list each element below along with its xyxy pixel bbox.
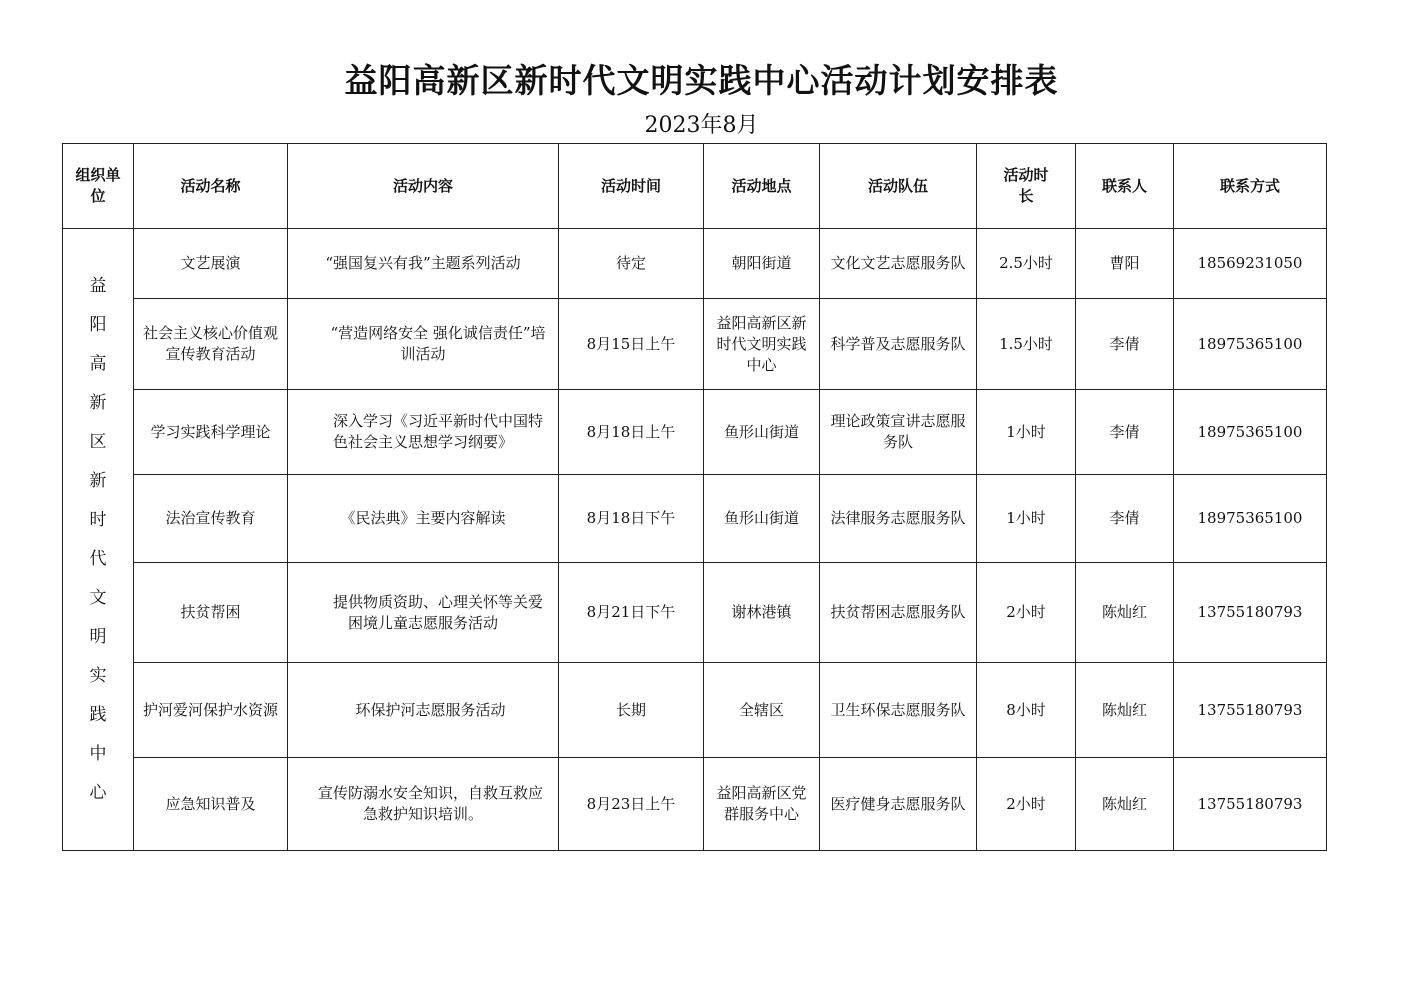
activity-name: 社会主义核心价值观宣传教育活动: [134, 299, 288, 390]
activity-duration: 2小时: [977, 563, 1076, 663]
header-name: 活动名称: [134, 144, 288, 229]
activity-place: 鱼形山街道: [704, 390, 820, 475]
activity-plan-table: [62, 143, 1327, 851]
activity-contact: 李倩: [1076, 475, 1174, 563]
activity-phone: 18569231050: [1174, 229, 1327, 299]
activity-content: 提供物质资助、心理关怀等关爱困境儿童志愿服务活动: [288, 563, 559, 663]
header-time: 活动时间: [559, 144, 704, 229]
table-row: [63, 299, 1327, 390]
header-org: 组织单位: [63, 144, 134, 229]
activity-name: 应急知识普及: [134, 758, 288, 851]
table-row: [63, 475, 1327, 563]
activity-contact: 李倩: [1076, 299, 1174, 390]
activity-team: 科学普及志愿服务队: [820, 299, 977, 390]
activity-duration: 1.5小时: [977, 299, 1076, 390]
activity-contact: 曹阳: [1076, 229, 1174, 299]
header-contact: 联系人: [1076, 144, 1174, 229]
activity-name: 扶贫帮困: [134, 563, 288, 663]
activity-name: 法治宣传教育: [134, 475, 288, 563]
header-place: 活动地点: [704, 144, 820, 229]
activity-place: 谢林港镇: [704, 563, 820, 663]
activity-phone: 13755180793: [1174, 758, 1327, 851]
table-row: [63, 390, 1327, 475]
org-name: 益阳高新区新时代文明实践中心: [89, 275, 107, 803]
activity-duration: 2小时: [977, 758, 1076, 851]
activity-team: 卫生环保志愿服务队: [820, 663, 977, 758]
activity-team: 医疗健身志愿服务队: [820, 758, 977, 851]
activity-place: 益阳高新区党群服务中心: [704, 758, 820, 851]
activity-phone: 18975365100: [1174, 390, 1327, 475]
page-subtitle: 2023年8月: [644, 113, 759, 138]
activity-duration: 2.5小时: [977, 229, 1076, 299]
table-row: [63, 663, 1327, 758]
activity-content: 深入学习《习近平新时代中国特色社会主义思想学习纲要》: [288, 390, 559, 475]
activity-time: 8月18日上午: [559, 390, 704, 475]
activity-name: 护河爱河保护水资源: [134, 663, 288, 758]
activity-contact: 陈灿红: [1076, 663, 1174, 758]
activity-content: “强国复兴有我”主题系列活动: [288, 229, 559, 299]
activity-content: “营造网络安全 强化诚信责任”培训活动: [288, 299, 559, 390]
activity-time: 待定: [559, 229, 704, 299]
table-header-row: [63, 144, 1327, 229]
activity-name: 学习实践科学理论: [134, 390, 288, 475]
activity-contact: 李倩: [1076, 390, 1174, 475]
header-phone: 联系方式: [1174, 144, 1327, 229]
activity-place: 朝阳街道: [704, 229, 820, 299]
activity-duration: 1小时: [977, 390, 1076, 475]
activity-time: 8月15日上午: [559, 299, 704, 390]
activity-team: 理论政策宣讲志愿服务队: [820, 390, 977, 475]
activity-contact: 陈灿红: [1076, 758, 1174, 851]
header-content: 活动内容: [288, 144, 559, 229]
page-title: 益阳高新区新时代文明实践中心活动计划安排表: [344, 61, 1059, 100]
activity-content: 《民法典》主要内容解读: [288, 475, 559, 563]
header-team: 活动队伍: [820, 144, 977, 229]
activity-phone: 13755180793: [1174, 663, 1327, 758]
activity-contact: 陈灿红: [1076, 563, 1174, 663]
activity-content: 宣传防溺水安全知识，自救互救应急救护知识培训。: [288, 758, 559, 851]
table-row: [63, 229, 1327, 299]
org-cell: [63, 229, 134, 851]
activity-name: 文艺展演: [134, 229, 288, 299]
activity-place: 益阳高新区新时代文明实践中心: [704, 299, 820, 390]
activity-team: 法律服务志愿服务队: [820, 475, 977, 563]
activity-team: 扶贫帮困志愿服务队: [820, 563, 977, 663]
activity-place: 全辖区: [704, 663, 820, 758]
activity-phone: 18975365100: [1174, 299, 1327, 390]
activity-time: 长期: [559, 663, 704, 758]
activity-place: 鱼形山街道: [704, 475, 820, 563]
activity-time: 8月23日上午: [559, 758, 704, 851]
activity-time: 8月21日下午: [559, 563, 704, 663]
activity-content: 环保护河志愿服务活动: [288, 663, 559, 758]
table-row: [63, 758, 1327, 851]
activity-phone: 13755180793: [1174, 563, 1327, 663]
activity-phone: 18975365100: [1174, 475, 1327, 563]
header-duration: 活动时长: [977, 144, 1076, 229]
activity-team: 文化文艺志愿服务队: [820, 229, 977, 299]
activity-duration: 8小时: [977, 663, 1076, 758]
table-row: [63, 563, 1327, 663]
activity-duration: 1小时: [977, 475, 1076, 563]
activity-time: 8月18日下午: [559, 475, 704, 563]
